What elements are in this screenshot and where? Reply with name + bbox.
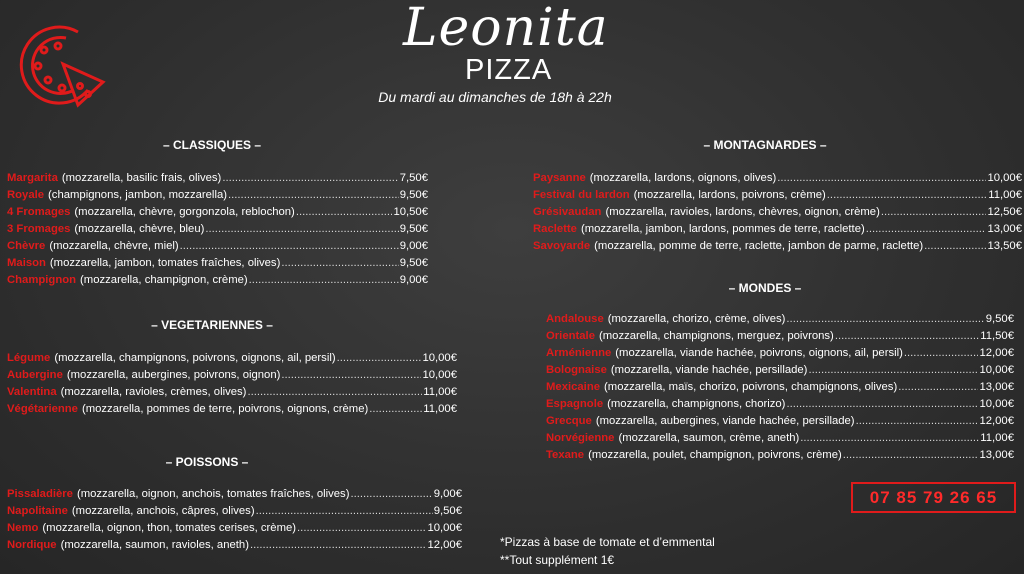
item-name: Paysanne	[533, 172, 586, 184]
item-price: 10,00€	[427, 522, 462, 534]
item-description: (mozzarella, oignon, thon, tomates cerises, crème)	[42, 522, 297, 534]
phone-number[interactable]: 07 85 79 26 65	[851, 482, 1016, 513]
item-name: 4 Fromages	[7, 206, 71, 218]
item-name: Maison	[7, 257, 46, 269]
dot-leader	[904, 347, 979, 359]
menu-item	[7, 488, 462, 505]
item-description: (mozzarella, champignons, merguez, poivrons)	[598, 330, 834, 342]
menu-item	[546, 381, 1014, 398]
item-description: (mozzarella, viande hachée, persillade)	[610, 364, 808, 376]
item-price: 9,50€	[985, 313, 1014, 325]
item-price: 7,50€	[399, 172, 428, 184]
item-name: Chèvre	[7, 240, 46, 252]
menu-item	[533, 172, 1022, 189]
item-price: 13,00€	[987, 223, 1022, 235]
item-name: Orientale	[546, 330, 595, 342]
menu-item	[7, 403, 457, 420]
dot-leader	[369, 403, 422, 415]
menu-item	[7, 206, 428, 223]
dot-leader	[250, 539, 426, 551]
dot-leader	[249, 274, 399, 286]
list-vegetariennes	[7, 352, 457, 420]
menu-item	[546, 347, 1014, 364]
item-name: Festival du lardon	[533, 189, 630, 201]
dot-leader	[856, 415, 979, 427]
brand-word: PIZZA	[465, 54, 553, 86]
dot-leader	[827, 189, 987, 201]
dot-leader	[835, 330, 979, 342]
dot-leader	[222, 172, 398, 184]
brand-script: Leonita	[403, 0, 609, 58]
dot-leader	[898, 381, 978, 393]
item-price: 12,50€	[987, 206, 1022, 218]
dot-leader	[881, 206, 987, 218]
item-description: (mozzarella, champignons, chorizo)	[607, 398, 786, 410]
item-name: Savoyarde	[533, 240, 591, 252]
item-description: (mozzarella, chèvre, bleu)	[74, 223, 205, 235]
menu-item	[7, 352, 457, 369]
section-title-montagnardes: – MONTAGNARDES –	[703, 138, 827, 152]
item-name: Nordique	[7, 539, 57, 551]
dot-leader	[247, 386, 422, 398]
item-description: (mozzarella, ravioles, crèmes, olives)	[60, 386, 247, 398]
item-price: 12,00€	[979, 347, 1014, 359]
item-description: (mozzarella, jambon, lardons, pommes de terre, raclette)	[580, 223, 865, 235]
item-description: (mozzarella, pommes de terre, poivrons, oignons, crème)	[81, 403, 369, 415]
item-name: Nemo	[7, 522, 39, 534]
list-mondes	[546, 313, 1014, 466]
dot-leader	[924, 240, 986, 252]
item-name: Champignon	[7, 274, 77, 286]
menu-item	[7, 189, 428, 206]
item-price: 13,00€	[979, 449, 1014, 461]
item-name: Végétarienne	[7, 403, 78, 415]
menu-item	[546, 398, 1014, 415]
list-poissons	[7, 488, 462, 556]
note-supplement: **Tout supplément 1€	[500, 553, 615, 567]
menu-item	[546, 330, 1014, 347]
item-price: 9,50€	[399, 257, 428, 269]
menu-item	[7, 223, 428, 240]
item-description: (mozzarella, ravioles, lardons, chèvres, oignon, crème)	[605, 206, 880, 218]
dot-leader	[180, 240, 399, 252]
menu-item	[546, 364, 1014, 381]
item-price: 10,00€	[422, 369, 457, 381]
section-title-classiques: – CLASSIQUES –	[162, 138, 262, 152]
menu-item	[533, 189, 1022, 206]
menu-item	[7, 240, 428, 257]
dot-leader	[205, 223, 398, 235]
item-price: 9,50€	[399, 189, 428, 201]
menu-item	[7, 522, 462, 539]
item-name: Espagnole	[546, 398, 604, 410]
item-description: (mozzarella, anchois, câpres, olives)	[71, 505, 255, 517]
dot-leader	[256, 505, 433, 517]
dot-leader	[228, 189, 399, 201]
item-name: Margarita	[7, 172, 58, 184]
dot-leader	[786, 313, 984, 325]
item-description: (mozzarella, chorizo, crème, olives)	[607, 313, 786, 325]
menu-item	[7, 369, 457, 386]
list-classiques	[7, 172, 428, 291]
item-description: (mozzarella, aubergines, poivrons, oignon)	[66, 369, 281, 381]
item-name: Valentina	[7, 386, 57, 398]
menu-item	[7, 505, 462, 522]
menu-item	[533, 223, 1022, 240]
item-name: Mexicaine	[546, 381, 601, 393]
item-price: 9,00€	[399, 274, 428, 286]
item-price: 10,00€	[987, 172, 1022, 184]
dot-leader	[281, 257, 398, 269]
item-description: (mozzarella, basilic frais, olives)	[61, 172, 222, 184]
dot-leader	[297, 522, 426, 534]
item-description: (mozzarella, pomme de terre, raclette, jambon de parme, raclette)	[594, 240, 924, 252]
item-name: 3 Fromages	[7, 223, 71, 235]
item-name: Royale	[7, 189, 45, 201]
dot-leader	[808, 364, 978, 376]
item-price: 11,50€	[980, 330, 1014, 342]
dot-leader	[786, 398, 978, 410]
item-name: Andalouse	[546, 313, 604, 325]
item-name: Napolitaine	[7, 505, 68, 517]
dot-leader	[337, 352, 422, 364]
dot-leader	[350, 488, 432, 500]
brand-logo	[395, 0, 609, 90]
item-description: (mozzarella, champignon, crème)	[80, 274, 248, 286]
item-price: 9,50€	[399, 223, 428, 235]
dot-leader	[296, 206, 393, 218]
item-name: Aubergine	[7, 369, 63, 381]
item-name: Texane	[546, 449, 585, 461]
menu-item	[7, 274, 428, 291]
item-price: 10,50€	[393, 206, 428, 218]
item-description: (mozzarella, chèvre, gorgonzola, reblochon)	[74, 206, 295, 218]
item-price: 13,50€	[987, 240, 1022, 252]
item-description: (mozzarella, jambon, tomates fraîches, olives)	[49, 257, 281, 269]
menu-item	[546, 432, 1014, 449]
item-name: Pissaladière	[7, 488, 73, 500]
item-description: (mozzarella, poulet, champignon, poivrons, crème)	[588, 449, 842, 461]
item-description: (mozzarella, chèvre, miel)	[49, 240, 179, 252]
item-price: 13,00€	[979, 381, 1014, 393]
item-description: (mozzarella, aubergines, viande hachée, persillade)	[595, 415, 855, 427]
section-title-vegetariennes: – VEGETARIENNES –	[151, 318, 273, 332]
item-description: (mozzarella, viande hachée, poivrons, oignons, ail, persil)	[615, 347, 903, 359]
menu-item	[7, 386, 457, 403]
item-description: (mozzarella, lardons, poivrons, crème)	[633, 189, 826, 201]
section-title-poissons: – POISSONS –	[165, 455, 249, 469]
menu-item	[7, 539, 462, 556]
item-description: (mozzarella, lardons, oignons, olives)	[589, 172, 777, 184]
menu-item	[546, 415, 1014, 432]
item-price: 10,00€	[979, 364, 1014, 376]
item-price: 11,00€	[980, 432, 1014, 444]
dot-leader	[843, 449, 979, 461]
menu-item	[7, 257, 428, 274]
item-description: (mozzarella, champignons, poivrons, oignons, ail, persil)	[54, 352, 336, 364]
item-name: Grésivaudan	[533, 206, 602, 218]
item-name: Raclette	[533, 223, 577, 235]
dot-leader	[777, 172, 986, 184]
item-description: (mozzarella, maïs, chorizo, poivrons, champignons, olives)	[604, 381, 898, 393]
menu-item	[546, 313, 1014, 330]
section-title-mondes: – MONDES –	[728, 281, 802, 295]
note-base: *Pizzas à base de tomate et d’emmental	[500, 535, 715, 549]
menu-item	[533, 206, 1022, 223]
item-price: 11,00€	[423, 386, 457, 398]
list-montagnardes	[533, 172, 1022, 257]
item-price: 10,00€	[979, 398, 1014, 410]
item-price: 9,00€	[433, 488, 462, 500]
opening-hours: Du mardi au dimanches de 18h à 22h	[378, 89, 612, 105]
item-price: 10,00€	[422, 352, 457, 364]
menu-item	[546, 449, 1014, 466]
item-description: (mozzarella, saumon, crème, aneth)	[618, 432, 800, 444]
item-name: Légume	[7, 352, 51, 364]
item-price: 11,00€	[423, 403, 457, 415]
dot-leader	[866, 223, 987, 235]
item-name: Bolognaise	[546, 364, 607, 376]
menu-item	[533, 240, 1022, 257]
item-description: (mozzarella, saumon, ravioles, aneth)	[60, 539, 249, 551]
menu-item	[7, 172, 428, 189]
item-price: 9,00€	[399, 240, 428, 252]
item-description: (champignons, jambon, mozzarella)	[48, 189, 227, 201]
dot-leader	[800, 432, 979, 444]
item-price: 9,50€	[433, 505, 462, 517]
item-name: Norvégienne	[546, 432, 615, 444]
item-description: (mozzarella, oignon, anchois, tomates fraîches, olives)	[76, 488, 350, 500]
dot-leader	[281, 369, 421, 381]
item-price: 11,00€	[988, 189, 1022, 201]
item-price: 12,00€	[979, 415, 1014, 427]
item-name: Grecque	[546, 415, 592, 427]
item-price: 12,00€	[427, 539, 462, 551]
item-name: Arménienne	[546, 347, 612, 359]
